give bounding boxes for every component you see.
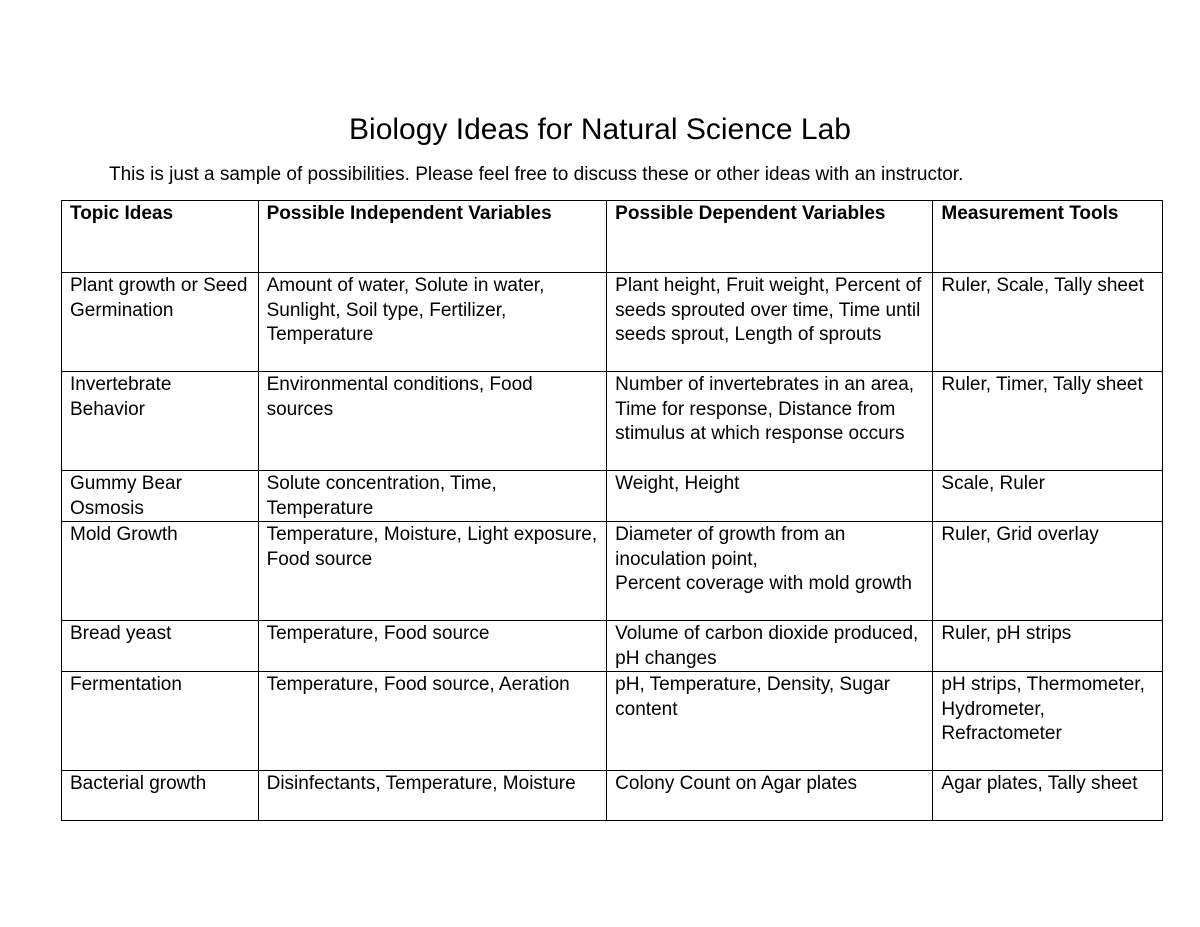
header-dependent-variables: Possible Dependent Variables [607, 201, 933, 273]
cell-independent: Amount of water, Solute in water, Sunlight, Soil type, Fertilizer, Temperature [258, 273, 607, 372]
cell-tools: Ruler, Timer, Tally sheet [933, 372, 1163, 471]
table-row [62, 672, 1163, 771]
cell-topic: Plant growth or Seed Germination [62, 273, 259, 372]
cell-dependent: Weight, Height [607, 471, 933, 522]
cell-topic: Gummy Bear Osmosis [62, 471, 259, 522]
cell-dependent: Number of invertebrates in an area, Time for response, Distance from stimulus at which response occurs [607, 372, 933, 471]
cell-tools: pH strips, Thermometer, Hydrometer, Refractometer [933, 672, 1163, 771]
table-row [62, 372, 1163, 471]
cell-topic: Bread yeast [62, 621, 259, 672]
cell-tools: Agar plates, Tally sheet [933, 771, 1163, 821]
cell-topic: Fermentation [62, 672, 259, 771]
table-row [62, 621, 1163, 672]
table-row [62, 522, 1163, 621]
cell-independent: Temperature, Food source, Aeration [258, 672, 607, 771]
cell-dependent [607, 522, 933, 621]
table-row [62, 471, 1163, 522]
header-measurement-tools: Measurement Tools [933, 201, 1163, 273]
cell-independent: Disinfectants, Temperature, Moisture [258, 771, 607, 821]
cell-dependent-line: Percent coverage with mold growth [615, 573, 912, 594]
cell-dependent-line: Diameter of growth from an inoculation point, [615, 524, 846, 570]
cell-topic: Invertebrate Behavior [62, 372, 259, 471]
header-independent-variables: Possible Independent Variables [258, 201, 607, 273]
table-header-row [62, 201, 1163, 273]
table-row [62, 273, 1163, 372]
cell-tools: Ruler, pH strips [933, 621, 1163, 672]
cell-independent: Environmental conditions, Food sources [258, 372, 607, 471]
ideas-table [61, 200, 1163, 821]
cell-independent: Temperature, Food source [258, 621, 607, 672]
cell-topic: Bacterial growth [62, 771, 259, 821]
cell-independent: Temperature, Moisture, Light exposure, Food source [258, 522, 607, 621]
cell-topic: Mold Growth [62, 522, 259, 621]
page-subtitle: This is just a sample of possibilities. Please feel free to discuss these or other ideas with an instructor. [109, 164, 964, 185]
cell-independent: Solute concentration, Time, Temperature [258, 471, 607, 522]
cell-dependent: Plant height, Fruit weight, Percent of seeds sprouted over time, Time until seeds sprout, Length of sprouts [607, 273, 933, 372]
table-row [62, 771, 1163, 821]
page-title: Biology Ideas for Natural Science Lab [349, 113, 851, 146]
cell-tools: Ruler, Grid overlay [933, 522, 1163, 621]
cell-tools: Ruler, Scale, Tally sheet [933, 273, 1163, 372]
cell-dependent: Colony Count on Agar plates [607, 771, 933, 821]
cell-tools: Scale, Ruler [933, 471, 1163, 522]
header-topic-ideas: Topic Ideas [62, 201, 259, 273]
cell-dependent: pH, Temperature, Density, Sugar content [607, 672, 933, 771]
cell-dependent: Volume of carbon dioxide produced, pH changes [607, 621, 933, 672]
